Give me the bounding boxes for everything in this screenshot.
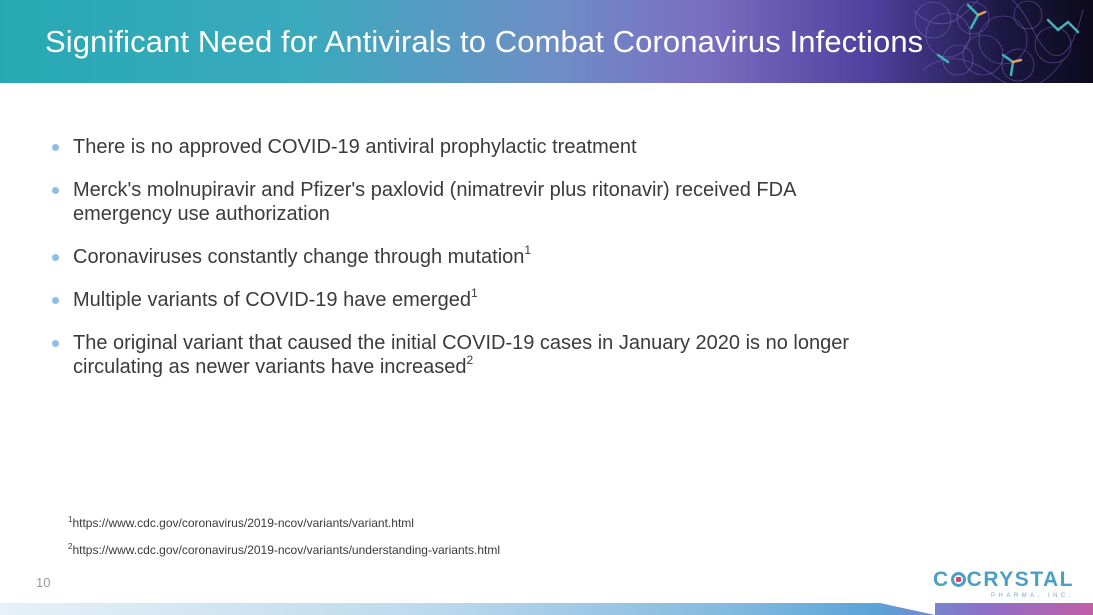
bullet-dot-icon xyxy=(52,144,59,151)
footnote-2 xyxy=(68,543,500,557)
bullet-text: There is no approved COVID-19 antiviral prophylactic treatment xyxy=(73,136,637,158)
footnote-1 xyxy=(68,516,414,530)
bullet-text-continued: emergency use authorization xyxy=(73,203,330,225)
bullet-text-continued: circulating as newer variants have increased xyxy=(73,356,467,378)
page-number: 10 xyxy=(36,575,51,590)
title-banner xyxy=(0,0,1093,83)
footnote-link[interactable]: https://www.cdc.gov/coronavirus/2019-ncov/variants/variant.html xyxy=(72,516,414,530)
footnote-number: 2 xyxy=(68,542,73,551)
footnote-ref: 2 xyxy=(466,353,474,368)
footnote-ref: 1 xyxy=(524,243,532,258)
footer-divider xyxy=(880,603,935,615)
bullet-dot-icon xyxy=(52,297,59,304)
bullet-dot-icon xyxy=(52,254,59,261)
slide-title: Significant Need for Antivirals to Combat Coronavirus Infections xyxy=(45,24,924,59)
bullet-item xyxy=(52,178,952,226)
bullet-item xyxy=(52,135,952,159)
logo-o-icon xyxy=(951,572,966,587)
bullet-dot-icon xyxy=(52,340,59,347)
bullet-text: Multiple variants of COVID-19 have emerged xyxy=(73,289,471,311)
bullet-dot-icon xyxy=(52,187,59,194)
bullet-item xyxy=(52,331,952,379)
bullet-text: Coronaviruses constantly change through mutation xyxy=(73,246,525,268)
bullet-text: The original variant that caused the initial COVID-19 cases in January 2020 is no longer xyxy=(73,332,849,354)
footnote-ref: 1 xyxy=(470,286,478,301)
bullet-item xyxy=(52,288,952,312)
bullet-list xyxy=(52,135,952,398)
logo-wordmark: C CRYSTAL xyxy=(933,568,1074,591)
footnote-number: 1 xyxy=(68,515,73,524)
bullet-text: Merck's molnupiravir and Pfizer's paxlovid (nimatrevir plus ritonavir) received FDA xyxy=(73,179,797,201)
footnote-link[interactable]: https://www.cdc.gov/coronavirus/2019-ncov/variants/understanding-variants.html xyxy=(72,543,500,557)
logo-subtitle: PHARMA, INC. xyxy=(990,593,1074,599)
company-logo xyxy=(933,568,1078,604)
bullet-item xyxy=(52,245,952,269)
